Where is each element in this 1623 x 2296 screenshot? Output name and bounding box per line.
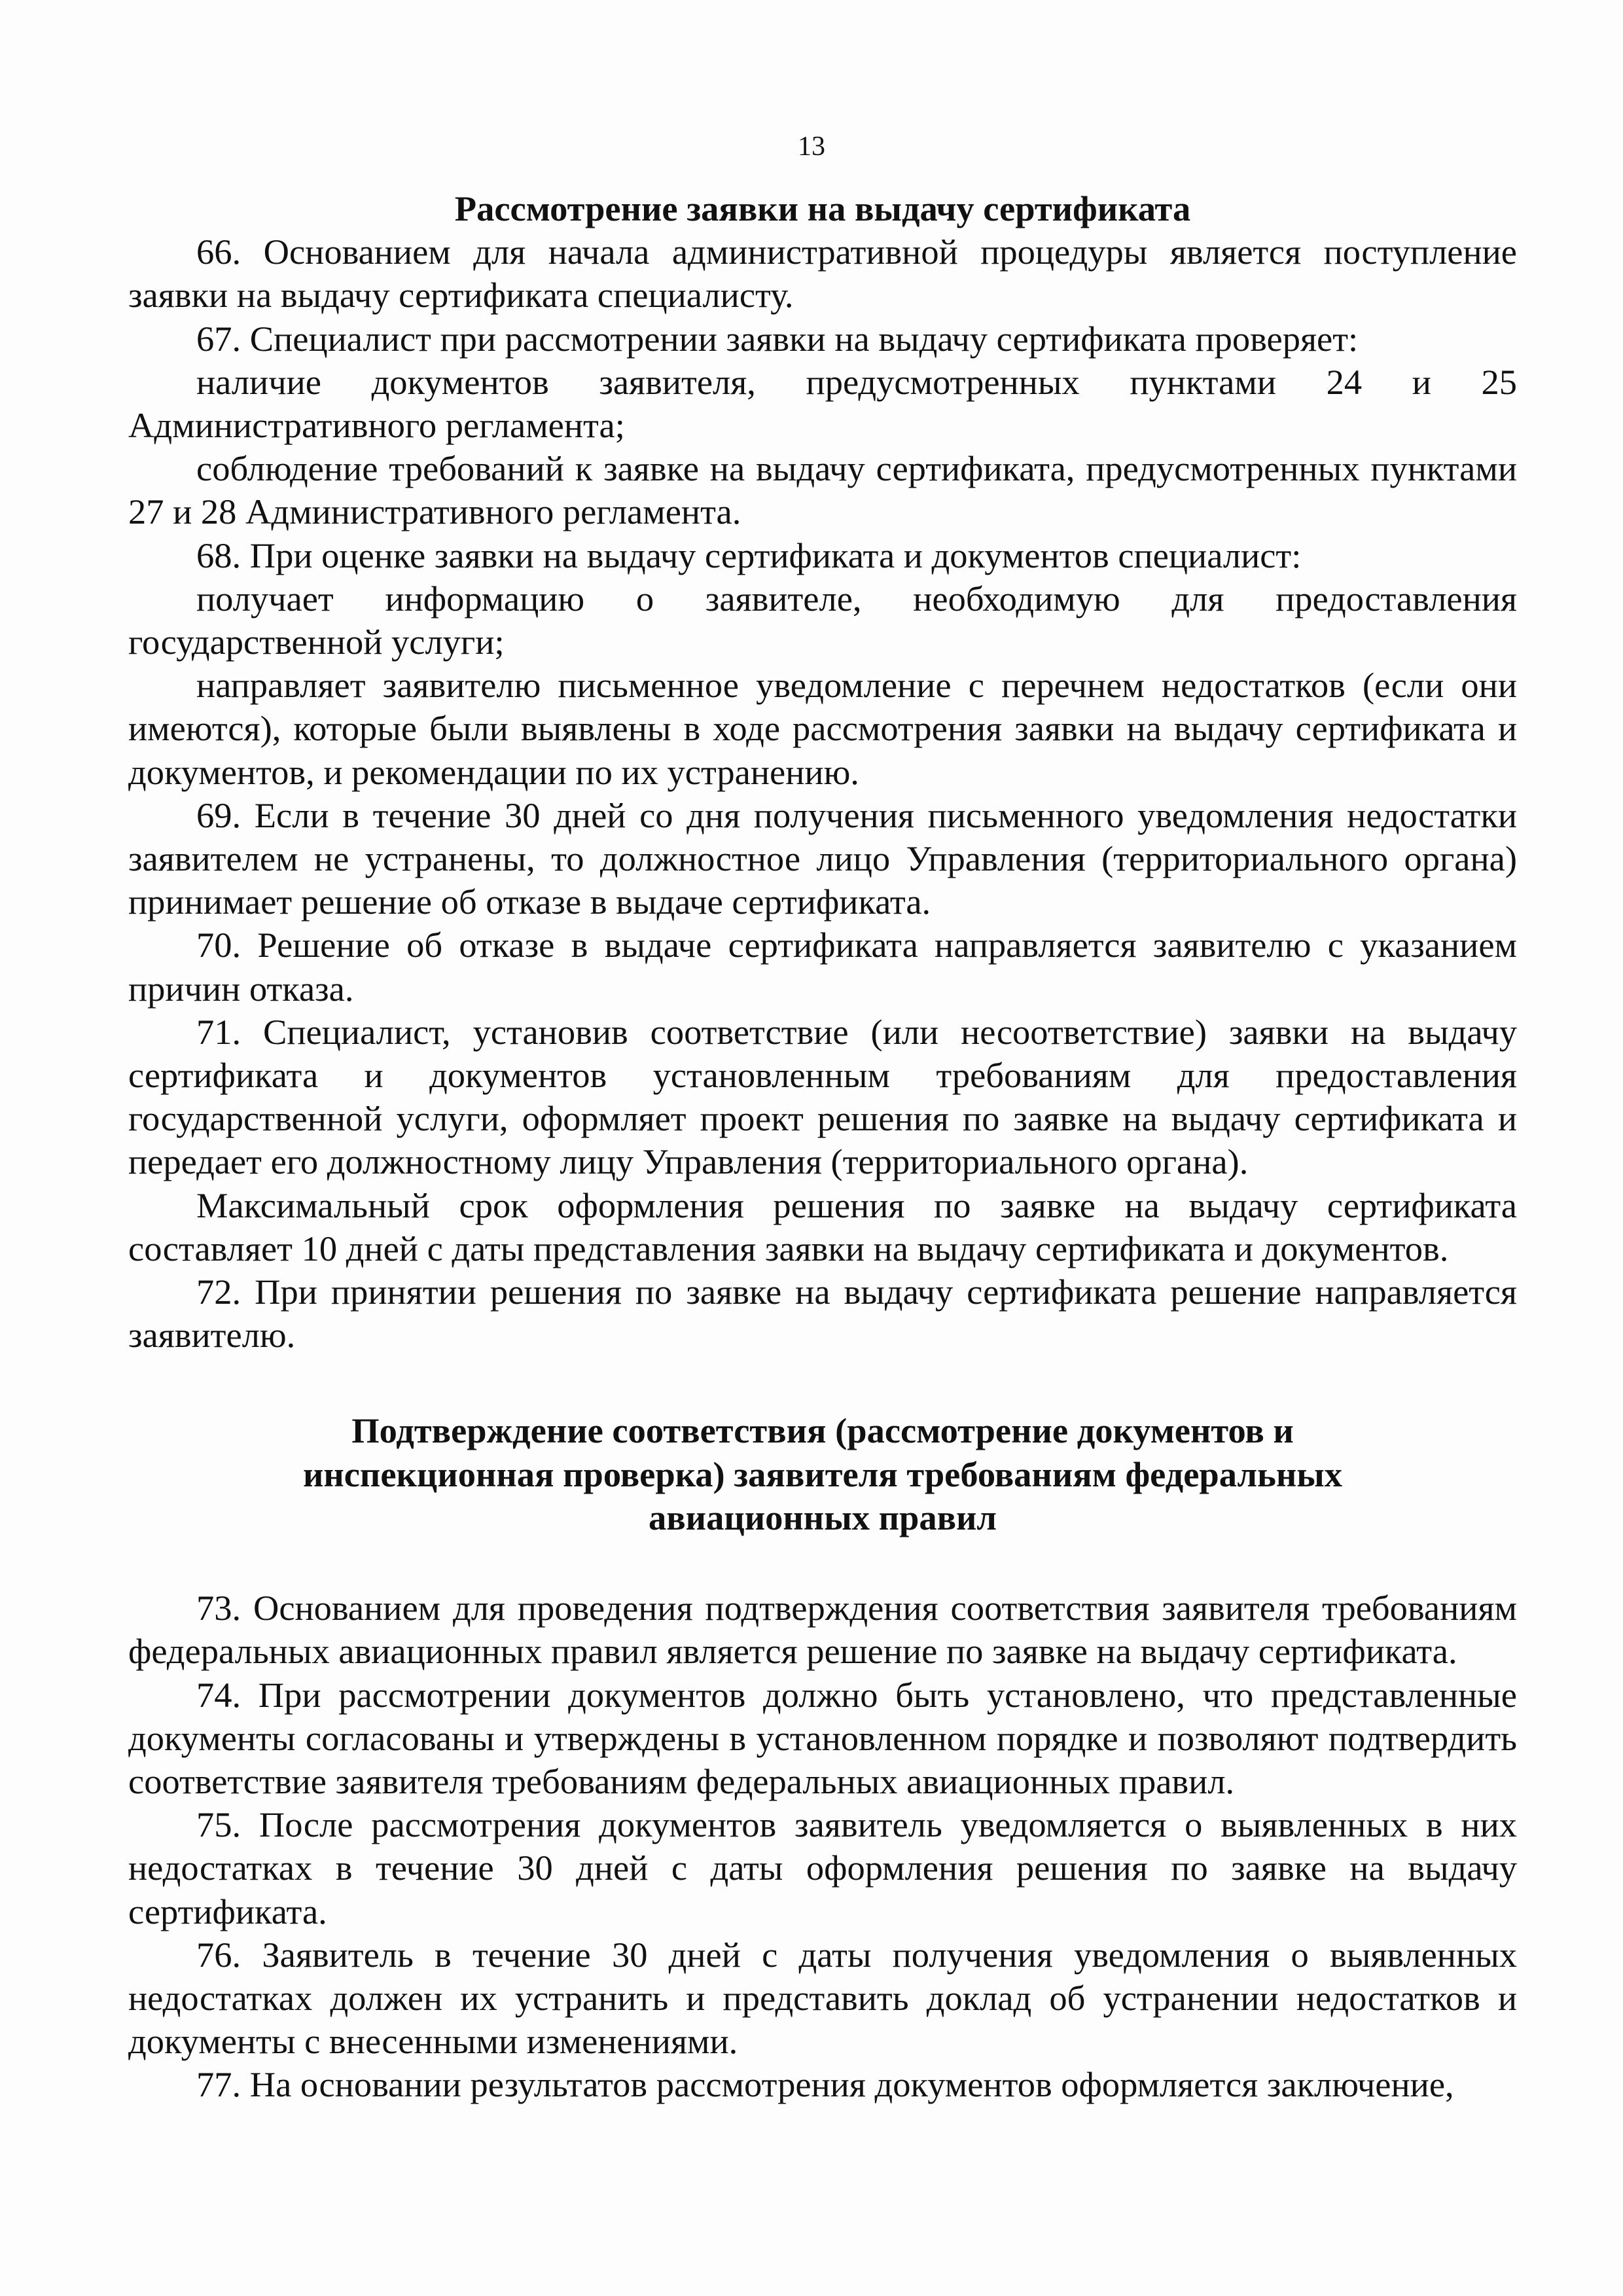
section-heading-conformity: Подтверждение соответствия (рассмотрение документов и инспекционная проверка) заявителя требованиям федеральных авиационных правил xyxy=(302,1410,1343,1537)
paragraph: направляет заявителю письменное уведомление с перечнем недостатков (если они имеются), которые были выявлены в ходе рассмотрения заявки на выдачу сертификата и документов, и рекомендации по их устранению. xyxy=(128,665,1517,792)
paragraph: 69. Если в течение 30 дней со дня получения письменного уведомления недостатки заявителем не устранены, то должностное лицо Управления (территориального органа) принимает решение об отказе в выдаче сертификата. xyxy=(128,795,1517,922)
paragraph: 72. При принятии решения по заявке на выдачу сертификата решение направляется заявителю. xyxy=(128,1272,1517,1355)
paragraph: 73. Основанием для проведения подтверждения соответствия заявителя требованиям федеральных авиационных правил является решение по заявке на выдачу сертификата. xyxy=(128,1588,1517,1672)
page-content xyxy=(128,187,1517,2107)
paragraph: 70. Решение об отказе в выдаче сертификата направляется заявителю с указанием причин отказа. xyxy=(128,925,1517,1009)
paragraph: 71. Специалист, установив соответствие (или несоответствие) заявки на выдачу сертификата и документов установленным требованиям для предоставления государственной услуги, оформляет проект решения по заявке на выдачу сертификата и передает его должностному лицу Управления (территориального органа). xyxy=(128,1011,1517,1182)
paragraph: 68. При оценке заявки на выдачу сертификата и документов специалист: xyxy=(196,535,1302,575)
paragraph: получает информацию о заявителе, необходимую для предоставления государственной услуги; xyxy=(128,578,1517,662)
paragraph: 67. Специалист при рассмотрении заявки на выдачу сертификата проверяет: xyxy=(196,318,1359,359)
paragraph: соблюдение требований к заявке на выдачу сертификата, предусмотренных пунктами 27 и 28 Административного регламента. xyxy=(128,448,1517,532)
paragraph: 76. Заявитель в течение 30 дней с даты получения уведомления о выявленных недостатках должен их устранить и представить доклад об устранении недостатков и документы с внесенными изменениями. xyxy=(128,1934,1517,2062)
page-number: 13 xyxy=(798,132,825,162)
paragraph: наличие документов заявителя, предусмотренных пунктами 24 и 25 Административного регламента; xyxy=(128,361,1517,446)
paragraph: 77. На основании результатов рассмотрения документов оформляется заключение, xyxy=(196,2064,1454,2105)
paragraph: 75. После рассмотрения документов заявитель уведомляется о выявленных в них недостатках в течение 30 дней с даты оформления решения по заявке на выдачу сертификата. xyxy=(128,1804,1517,1931)
section-heading-review: Рассмотрение заявки на выдачу сертификата xyxy=(454,188,1191,228)
paragraph: 66. Основанием для начала административной процедуры является поступление заявки на выдачу сертификата специалисту. xyxy=(128,232,1517,315)
paragraph: Максимальный срок оформления решения по заявке на выдачу сертификата составляет 10 дней с даты представления заявки на выдачу сертификата и документов. xyxy=(128,1185,1517,1268)
paragraph: 74. При рассмотрении документов должно быть установлено, что представленные документы согласованы и утверждены в установленном порядке и позволяют подтвердить соответствие заявителя требованиям федеральных авиационных правил. xyxy=(128,1674,1517,1801)
